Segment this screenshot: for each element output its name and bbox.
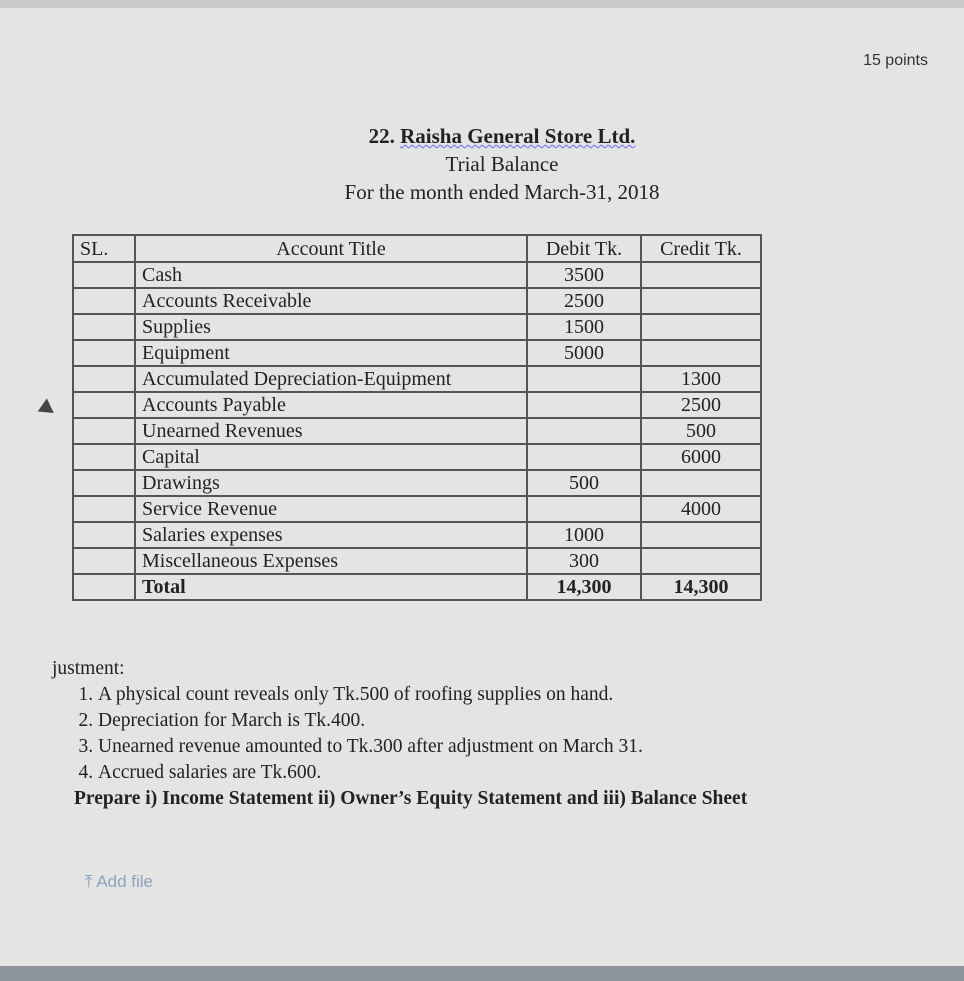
cell-acc: Miscellaneous Expenses bbox=[135, 548, 527, 574]
table-header bbox=[73, 235, 761, 262]
cell-acc: Total bbox=[135, 574, 527, 600]
cell-deb: 500 bbox=[527, 470, 641, 496]
cell-deb bbox=[527, 392, 641, 418]
cell-cre: 2500 bbox=[641, 392, 761, 418]
adjustment-label: justment: bbox=[52, 658, 125, 679]
cell-sl bbox=[73, 262, 135, 288]
cell-cre bbox=[641, 470, 761, 496]
header-account: Account Title bbox=[135, 235, 527, 262]
cell-sl bbox=[73, 444, 135, 470]
cell-deb: 2500 bbox=[527, 288, 641, 314]
adjustment-item: 3. Unearned revenue amounted to Tk.300 after adjustment on March 31. bbox=[98, 734, 747, 760]
add-file-label: Add file bbox=[96, 872, 154, 891]
mouse-cursor-icon bbox=[38, 398, 59, 419]
cell-acc: Accumulated Depreciation-Equipment bbox=[135, 366, 527, 392]
table-row bbox=[73, 418, 761, 444]
cell-sl bbox=[73, 496, 135, 522]
cell-acc: Equipment bbox=[135, 340, 527, 366]
table-row bbox=[73, 288, 761, 314]
cell-cre: 500 bbox=[641, 418, 761, 444]
cell-sl bbox=[73, 574, 135, 600]
upload-icon: ⤒ bbox=[85, 872, 93, 891]
adjustment-section bbox=[52, 656, 747, 812]
period: For the month ended March-31, 2018 bbox=[344, 180, 660, 204]
cell-cre bbox=[641, 288, 761, 314]
adjustment-item: 4. Accrued salaries are Tk.600. bbox=[98, 760, 747, 786]
cell-deb: 1500 bbox=[527, 314, 641, 340]
cell-sl bbox=[73, 366, 135, 392]
cell-sl bbox=[73, 418, 135, 444]
cell-deb: 5000 bbox=[527, 340, 641, 366]
add-file-button[interactable] bbox=[85, 872, 153, 892]
cell-sl bbox=[73, 470, 135, 496]
cell-sl bbox=[73, 548, 135, 574]
cell-cre bbox=[641, 548, 761, 574]
cell-deb bbox=[527, 418, 641, 444]
table-row bbox=[73, 470, 761, 496]
prepare-instruction: Prepare i) Income Statement ii) Owner’s Equity Statement and iii) Balance Sheet bbox=[74, 788, 748, 809]
company-name: Raisha General Store Ltd. bbox=[400, 124, 636, 148]
question-number: 22. bbox=[368, 124, 395, 148]
cell-sl bbox=[73, 314, 135, 340]
cell-deb bbox=[527, 366, 641, 392]
table-row bbox=[73, 496, 761, 522]
company-title bbox=[0, 124, 964, 149]
header-debit: Debit Tk. bbox=[527, 235, 641, 262]
cell-sl bbox=[73, 288, 135, 314]
header-sl: SL. bbox=[73, 235, 135, 262]
trial-balance-table bbox=[72, 234, 762, 601]
cell-deb bbox=[527, 496, 641, 522]
cell-cre: 1300 bbox=[641, 366, 761, 392]
table-row bbox=[73, 392, 761, 418]
cell-cre: 6000 bbox=[641, 444, 761, 470]
cell-sl bbox=[73, 392, 135, 418]
cell-acc: Cash bbox=[135, 262, 527, 288]
cell-acc: Accounts Payable bbox=[135, 392, 527, 418]
points-label: 15 points bbox=[863, 52, 928, 69]
table-row bbox=[73, 444, 761, 470]
cell-cre bbox=[641, 340, 761, 366]
cell-deb bbox=[527, 444, 641, 470]
cell-deb: 1000 bbox=[527, 522, 641, 548]
total-row bbox=[73, 574, 761, 600]
adjustment-item: 1. A physical count reveals only Tk.500 of roofing supplies on hand. bbox=[98, 682, 747, 708]
cell-deb: 14,300 bbox=[527, 574, 641, 600]
cell-deb: 3500 bbox=[527, 262, 641, 288]
table-row bbox=[73, 522, 761, 548]
subtitle: Trial Balance bbox=[445, 152, 559, 176]
adjustment-item: 2. Depreciation for March is Tk.400. bbox=[98, 708, 747, 734]
cell-acc: Service Revenue bbox=[135, 496, 527, 522]
cell-cre bbox=[641, 314, 761, 340]
header-credit: Credit Tk. bbox=[641, 235, 761, 262]
top-bar bbox=[0, 0, 964, 8]
cell-cre: 14,300 bbox=[641, 574, 761, 600]
cell-acc: Drawings bbox=[135, 470, 527, 496]
table-row bbox=[73, 548, 761, 574]
cell-acc: Unearned Revenues bbox=[135, 418, 527, 444]
table-row bbox=[73, 366, 761, 392]
cell-acc: Supplies bbox=[135, 314, 527, 340]
cell-cre: 4000 bbox=[641, 496, 761, 522]
cell-sl bbox=[73, 522, 135, 548]
table-row bbox=[73, 314, 761, 340]
table-row bbox=[73, 340, 761, 366]
cell-acc: Salaries expenses bbox=[135, 522, 527, 548]
cell-cre bbox=[641, 522, 761, 548]
cell-acc: Capital bbox=[135, 444, 527, 470]
cell-sl bbox=[73, 340, 135, 366]
cell-cre bbox=[641, 262, 761, 288]
table-row bbox=[73, 262, 761, 288]
cell-deb: 300 bbox=[527, 548, 641, 574]
bottom-bar bbox=[0, 966, 964, 981]
cell-acc: Accounts Receivable bbox=[135, 288, 527, 314]
